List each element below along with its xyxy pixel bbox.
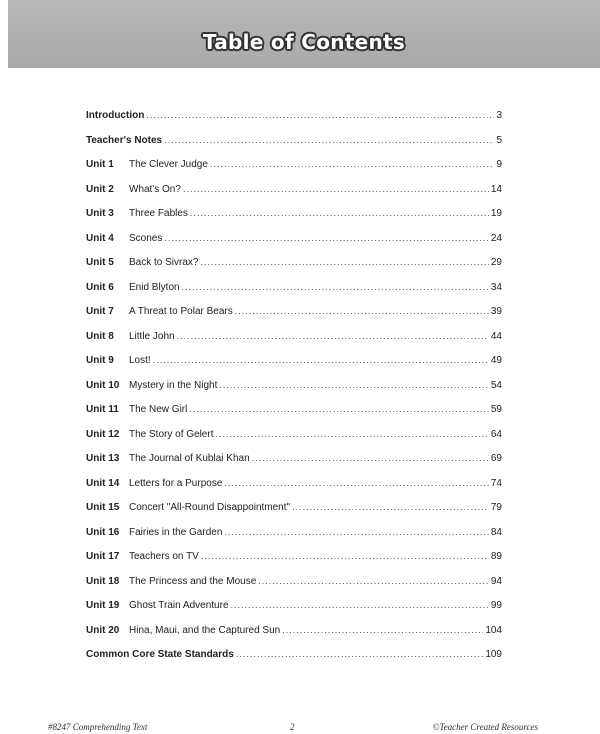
toc-entry <box>86 253 502 278</box>
toc-unit-label: Unit 8 <box>86 330 114 342</box>
toc-page-number: 34 <box>490 281 502 293</box>
toc-unit-label: Unit 12 <box>86 428 120 440</box>
footer-page-number: 2 <box>290 722 295 732</box>
footer-book-title: #8247 Comprehending Text <box>48 722 148 732</box>
toc-unit-label: Unit 1 <box>86 159 114 170</box>
toc-entry-title: The New Girl <box>129 404 188 415</box>
toc-entry-title: Three Fables <box>129 208 188 219</box>
toc-unit-label: Unit 6 <box>86 281 114 293</box>
toc-unit-label: Unit 18 <box>86 575 120 587</box>
toc-entry <box>86 106 502 131</box>
toc-entry-title: The Story of Gelert <box>129 428 214 440</box>
toc-entry <box>86 523 502 548</box>
toc-page-number: 24 <box>490 232 502 244</box>
toc-page-number: 49 <box>490 355 502 366</box>
toc-entry-title: The Clever Judge <box>129 159 208 170</box>
toc-entry-title: Back to Sivrax? <box>129 257 199 268</box>
dot-leader <box>153 351 489 369</box>
toc-page-number: 94 <box>490 575 502 587</box>
toc-unit-label: Unit 9 <box>86 355 114 366</box>
toc-entry-title: Concert "All-Round Disappointment" <box>129 502 291 513</box>
toc-page-number: 84 <box>490 526 502 538</box>
toc-entry <box>86 400 502 425</box>
dot-leader <box>219 376 489 394</box>
toc-unit-label: Unit 10 <box>86 379 120 391</box>
toc-page-number: 14 <box>490 183 502 195</box>
toc-entry-title: Scones <box>129 232 163 244</box>
dot-leader <box>164 131 494 149</box>
dot-leader <box>258 572 489 590</box>
dot-leader <box>183 180 489 198</box>
dot-leader <box>189 400 489 418</box>
toc-entry <box>86 425 502 450</box>
toc-unit-label: Unit 13 <box>86 453 120 464</box>
toc-entry-title: The Journal of Kublai Khan <box>129 453 250 464</box>
toc-entry <box>86 547 502 572</box>
toc-entry <box>86 302 502 327</box>
toc-page-number: 64 <box>490 428 502 440</box>
dot-leader <box>224 523 488 541</box>
toc-unit-label: Unit 3 <box>86 208 114 219</box>
toc-entry-title: Little John <box>129 330 175 342</box>
toc-page-number: 104 <box>485 624 502 636</box>
toc-page-number: 79 <box>490 502 502 513</box>
toc-entry-title: Teachers on TV <box>129 551 199 562</box>
toc-entry-title: Ghost Train Adventure <box>129 600 229 611</box>
dot-leader <box>235 302 489 320</box>
dot-leader <box>252 449 489 467</box>
dot-leader <box>210 155 495 173</box>
toc-unit-label: Unit 19 <box>86 600 120 611</box>
toc-unit-label: Unit 11 <box>86 404 119 415</box>
toc-unit-label: Unit 20 <box>86 624 120 636</box>
table-of-contents <box>86 106 502 670</box>
toc-entry <box>86 351 502 376</box>
toc-entry <box>86 645 502 670</box>
toc-unit-label: Unit 7 <box>86 306 114 317</box>
footer-publisher: ©Teacher Created Resources <box>432 722 538 732</box>
toc-page-number: 89 <box>490 551 502 562</box>
dot-leader <box>292 498 489 516</box>
toc-page-number: 54 <box>490 379 502 391</box>
dot-leader <box>164 229 489 247</box>
toc-page-number: 5 <box>496 134 502 146</box>
toc-entry-title: Mystery in the Night <box>129 379 218 391</box>
dot-leader <box>201 547 489 565</box>
dot-leader <box>190 204 489 222</box>
toc-unit-label: Unit 5 <box>86 257 114 268</box>
toc-entry <box>86 155 502 180</box>
toc-unit-label: Unit 4 <box>86 232 114 244</box>
toc-entry <box>86 498 502 523</box>
toc-page-number: 59 <box>490 404 502 415</box>
toc-entry <box>86 229 502 254</box>
toc-page-number: 99 <box>490 600 502 611</box>
toc-entry-title: Common Core State Standards <box>86 649 234 660</box>
toc-page-number: 39 <box>490 306 502 317</box>
toc-page-number: 3 <box>496 110 502 121</box>
toc-entry <box>86 204 502 229</box>
toc-unit-label: Unit 17 <box>86 551 120 562</box>
toc-unit-label: Unit 16 <box>86 526 120 538</box>
dot-leader <box>236 645 484 663</box>
page-title: Table of Contents <box>202 30 406 54</box>
toc-page-number: 29 <box>490 257 502 268</box>
toc-entry <box>86 596 502 621</box>
toc-entry-title: Teacher's Notes <box>86 134 163 146</box>
toc-entry-title: Hina, Maui, and the Captured Sun <box>129 624 281 636</box>
toc-entry-title: Letters for a Purpose <box>129 477 223 489</box>
dot-leader <box>177 327 489 345</box>
toc-page-number: 74 <box>490 477 502 489</box>
toc-entry-title: Introduction <box>86 110 145 121</box>
toc-entry-title: A Threat to Polar Bears <box>129 306 233 317</box>
dot-leader <box>231 596 489 614</box>
toc-entry <box>86 180 502 205</box>
toc-entry-title: The Princess and the Mouse <box>129 575 257 587</box>
toc-page-number: 19 <box>490 208 502 219</box>
toc-entry <box>86 621 502 646</box>
toc-unit-label: Unit 14 <box>86 477 120 489</box>
toc-unit-label: Unit 15 <box>86 502 120 513</box>
toc-page-number: 44 <box>490 330 502 342</box>
page-footer <box>48 722 538 734</box>
toc-page-number: 109 <box>485 649 502 660</box>
title-banner <box>8 0 600 68</box>
toc-unit-label: Unit 2 <box>86 183 114 195</box>
toc-entry <box>86 449 502 474</box>
toc-entry <box>86 474 502 499</box>
toc-entry <box>86 278 502 303</box>
toc-entry <box>86 131 502 156</box>
toc-entry <box>86 572 502 597</box>
dot-leader <box>215 425 488 443</box>
toc-entry <box>86 376 502 401</box>
toc-entry-title: Fairies in the Garden <box>129 526 223 538</box>
toc-page-number: 9 <box>496 159 502 170</box>
dot-leader <box>224 474 488 492</box>
toc-entry <box>86 327 502 352</box>
toc-entry-title: Enid Blyton <box>129 281 180 293</box>
dot-leader <box>200 253 488 271</box>
dot-leader <box>182 278 489 296</box>
dot-leader <box>146 106 494 124</box>
toc-page-number: 69 <box>490 453 502 464</box>
toc-entry-title: What's On? <box>129 183 181 195</box>
dot-leader <box>282 621 483 639</box>
toc-entry-title: Lost! <box>129 355 151 366</box>
